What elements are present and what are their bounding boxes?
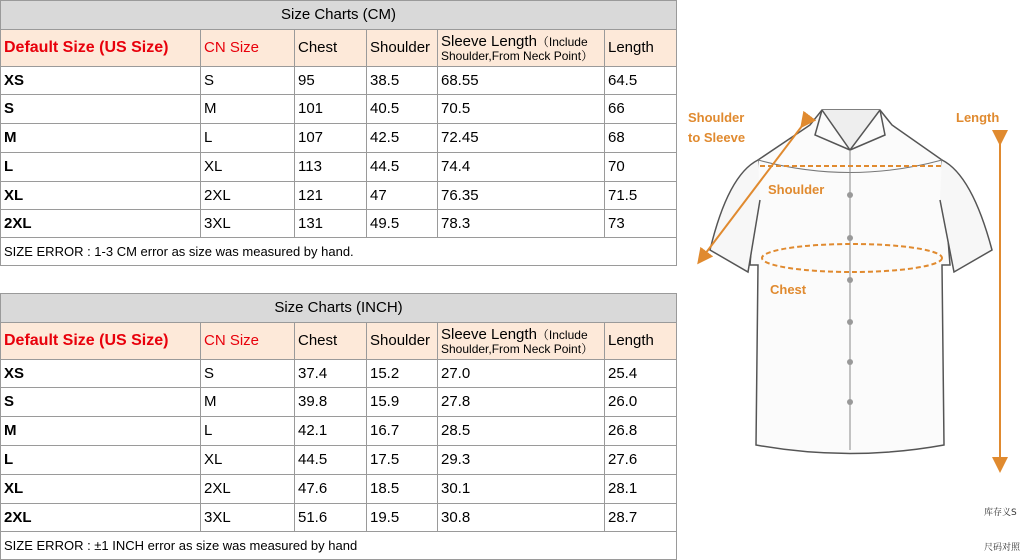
cell-cn: M [201, 95, 295, 124]
table-row [1, 95, 677, 124]
table-title: Size Charts (CM) [1, 1, 677, 30]
cell-sleeve: 74.4 [438, 153, 605, 182]
cn-note-2: 尺码对照 [984, 543, 1021, 553]
sleeve-line2-label: Shoulder,From Neck Point） [441, 48, 594, 63]
label-shoulder: Shoulder [768, 182, 825, 197]
cell-length: 27.6 [605, 446, 677, 475]
cell-size: M [1, 124, 201, 153]
cell-size: 2XL [1, 504, 201, 532]
cell-shoulder: 38.5 [367, 67, 438, 95]
label-shoulder-to-sleeve-2: to Sleeve [688, 129, 746, 145]
label-shoulder-to-sleeve-1: Shoulder [688, 110, 745, 125]
cell-length: 64.5 [605, 67, 677, 95]
table-row [1, 417, 677, 446]
cell-size: L [1, 446, 201, 475]
cell-cn: L [201, 417, 295, 446]
table-row [1, 124, 677, 153]
cell-size: XL [1, 475, 201, 504]
cell-sleeve: 29.3 [438, 446, 605, 475]
cell-chest: 47.6 [295, 475, 367, 504]
cell-sleeve: 68.55 [438, 67, 605, 95]
cell-chest: 39.8 [295, 388, 367, 417]
cell-length: 66 [605, 95, 677, 124]
table-row [1, 504, 677, 532]
header-default-size: Default Size (US Size) [1, 30, 201, 67]
header-cn-size: CN Size [201, 323, 295, 360]
table-title: Size Charts (INCH) [1, 294, 677, 323]
table-row [1, 360, 677, 388]
header-sleeve-length [438, 30, 605, 67]
label-chest: Chest [770, 282, 807, 297]
cell-sleeve: 30.1 [438, 475, 605, 504]
cell-shoulder: 44.5 [367, 153, 438, 182]
cell-shoulder: 42.5 [367, 124, 438, 153]
table-row [1, 182, 677, 210]
cell-shoulder: 15.2 [367, 360, 438, 388]
label-shoulder-to-sleeve [688, 108, 745, 147]
sleeve-include-label: （Include [536, 34, 588, 49]
cell-chest: 121 [295, 182, 367, 210]
cell-size: M [1, 417, 201, 446]
cell-chest: 44.5 [295, 446, 367, 475]
cell-shoulder: 19.5 [367, 504, 438, 532]
table-row [1, 153, 677, 182]
cell-cn: 2XL [201, 182, 295, 210]
cell-cn: S [201, 360, 295, 388]
cell-cn: XL [201, 446, 295, 475]
header-shoulder: Shoulder [367, 323, 438, 360]
header-chest: Chest [295, 323, 367, 360]
sleeve-include-label: （Include [536, 327, 588, 342]
cell-chest: 131 [295, 210, 367, 238]
cn-note-1: 库存义S [984, 508, 1017, 518]
header-length: Length [605, 30, 677, 67]
sleeve-line2-label: Shoulder,From Neck Point） [441, 341, 594, 356]
header-sleeve-length [438, 323, 605, 360]
cell-length: 73 [605, 210, 677, 238]
header-chest: Chest [295, 30, 367, 67]
cell-length: 70 [605, 153, 677, 182]
cell-cn: 3XL [201, 504, 295, 532]
cell-shoulder: 16.7 [367, 417, 438, 446]
cell-chest: 113 [295, 153, 367, 182]
size-chart-cm [0, 0, 677, 266]
cell-sleeve: 70.5 [438, 95, 605, 124]
cell-length: 28.7 [605, 504, 677, 532]
cell-sleeve: 76.35 [438, 182, 605, 210]
header-row [1, 323, 677, 360]
cell-length: 28.1 [605, 475, 677, 504]
cell-chest: 107 [295, 124, 367, 153]
table-row [1, 67, 677, 95]
cell-cn: 3XL [201, 210, 295, 238]
cell-sleeve: 28.5 [438, 417, 605, 446]
cell-chest: 101 [295, 95, 367, 124]
cell-sleeve: 27.0 [438, 360, 605, 388]
cell-size: XS [1, 67, 201, 95]
cell-sleeve: 78.3 [438, 210, 605, 238]
header-default-size: Default Size (US Size) [1, 323, 201, 360]
cell-shoulder: 49.5 [367, 210, 438, 238]
cell-size: XS [1, 360, 201, 388]
cell-shoulder: 40.5 [367, 95, 438, 124]
cell-shoulder: 15.9 [367, 388, 438, 417]
cell-sleeve: 30.8 [438, 504, 605, 532]
size-chart-inch [0, 293, 677, 560]
cell-chest: 37.4 [295, 360, 367, 388]
sleeve-main-label: Sleeve Length [441, 325, 537, 343]
header-cn-size: CN Size [201, 30, 295, 67]
shirt-icon [680, 90, 1024, 490]
table-row [1, 475, 677, 504]
cell-cn: M [201, 388, 295, 417]
header-length: Length [605, 323, 677, 360]
cell-shoulder: 18.5 [367, 475, 438, 504]
cell-shoulder: 47 [367, 182, 438, 210]
cell-length: 68 [605, 124, 677, 153]
cell-cn: S [201, 67, 295, 95]
size-error-note: SIZE ERROR : 1-3 CM error as size was measured by hand. [1, 238, 677, 266]
cell-length: 25.4 [605, 360, 677, 388]
table-row [1, 388, 677, 417]
cell-cn: 2XL [201, 475, 295, 504]
cell-cn: XL [201, 153, 295, 182]
header-row [1, 30, 677, 67]
cell-sleeve: 27.8 [438, 388, 605, 417]
cell-size: 2XL [1, 210, 201, 238]
cell-size: S [1, 388, 201, 417]
cell-size: L [1, 153, 201, 182]
cell-shoulder: 17.5 [367, 446, 438, 475]
table-row [1, 210, 677, 238]
cell-length: 71.5 [605, 182, 677, 210]
cell-length: 26.8 [605, 417, 677, 446]
sleeve-main-label: Sleeve Length [441, 32, 537, 50]
size-error-note: SIZE ERROR : ±1 INCH error as size was measured by hand [1, 532, 677, 560]
cell-length: 26.0 [605, 388, 677, 417]
cell-sleeve: 72.45 [438, 124, 605, 153]
cell-size: S [1, 95, 201, 124]
table-row [1, 446, 677, 475]
cell-size: XL [1, 182, 201, 210]
label-length: Length [956, 110, 1000, 125]
shirt-measurement-diagram [680, 90, 1024, 490]
header-shoulder: Shoulder [367, 30, 438, 67]
cell-chest: 51.6 [295, 504, 367, 532]
cell-chest: 42.1 [295, 417, 367, 446]
cell-cn: L [201, 124, 295, 153]
cell-chest: 95 [295, 67, 367, 95]
